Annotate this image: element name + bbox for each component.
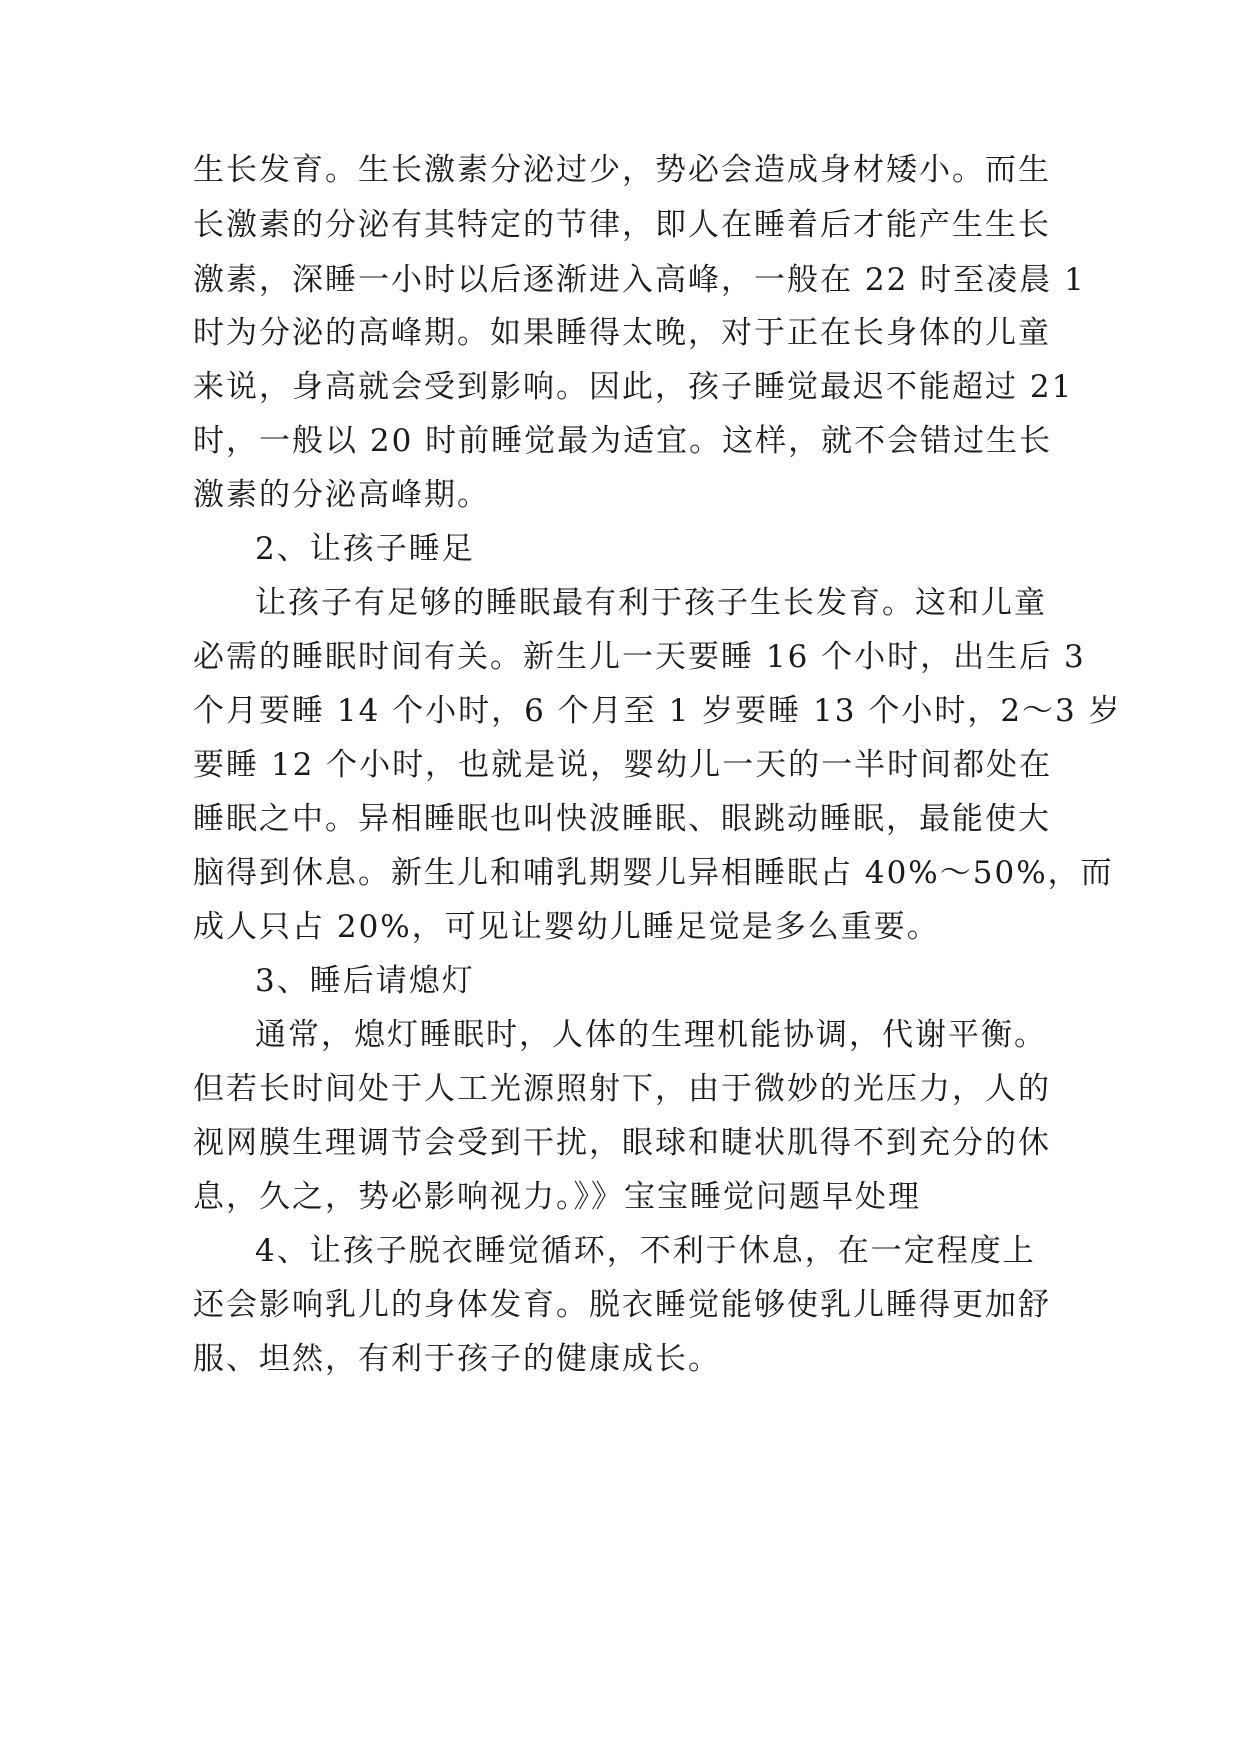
body-line: 还会影响乳儿的身体发育。脱衣睡觉能够使乳儿睡得更加舒	[193, 1287, 1051, 1323]
body-line: 息，久之，势必影响视力。》》宝宝睡觉问题早处理	[193, 1179, 921, 1215]
body-line: 要睡 12 个小时，也就是说，婴幼儿一天的一半时间都处在	[193, 747, 1053, 783]
body-line: 激素，深睡一小时以后逐渐进入高峰，一般在 22 时至凌晨 1	[193, 262, 1086, 298]
body-line: 必需的睡眠时间有关。新生儿一天要睡 16 个小时，出生后 3	[193, 639, 1086, 675]
body-line: 通常，熄灯睡眠时，人体的生理机能协调，代谢平衡。	[255, 1017, 1047, 1053]
body-line: 视网膜生理调节会受到干扰，眼球和睫状肌得不到充分的休	[193, 1125, 1051, 1161]
body-line: 激素的分泌高峰期。	[193, 477, 490, 513]
body-line: 来说，身高就会受到影响。因此，孩子睡觉最迟不能超过 21	[193, 369, 1074, 405]
section-heading: 3、睡后请熄灯	[255, 963, 475, 999]
body-line: 时，一般以 20 时前睡觉最为适宜。这样，就不会错过生长	[193, 423, 1053, 459]
body-line: 生长发育。生长激素分泌过少，势必会造成身材矮小。而生	[193, 152, 1051, 188]
body-line: 但若长时间处于人工光源照射下，由于微妙的光压力，人的	[193, 1071, 1051, 1107]
body-line: 长激素的分泌有其特定的节律，即人在睡着后才能产生生长	[193, 207, 1051, 243]
body-line: 让孩子有足够的睡眠最有利于孩子生长发育。这和儿童	[255, 585, 1047, 621]
body-line: 时为分泌的高峰期。如果睡得太晚，对于正在长身体的儿童	[193, 315, 1051, 351]
body-line: 脑得到休息。新生儿和哺乳期婴儿异相睡眠占 40%～50%，而	[193, 855, 1114, 891]
section-heading: 2、让孩子睡足	[255, 531, 475, 567]
body-line: 睡眠之中。异相睡眠也叫快波睡眠、眼跳动睡眠，最能使大	[193, 801, 1051, 837]
body-line: 个月要睡 14 个小时，6 个月至 1 岁要睡 13 个小时，2～3 岁	[193, 693, 1122, 729]
body-line: 服、坦然，有利于孩子的健康成长。	[193, 1341, 721, 1377]
section-heading: 4、让孩子脱衣睡觉循环，不利于休息，在一定程度上	[255, 1233, 1036, 1269]
body-line: 成人只占 20%，可见让婴幼儿睡足觉是多么重要。	[193, 909, 940, 945]
